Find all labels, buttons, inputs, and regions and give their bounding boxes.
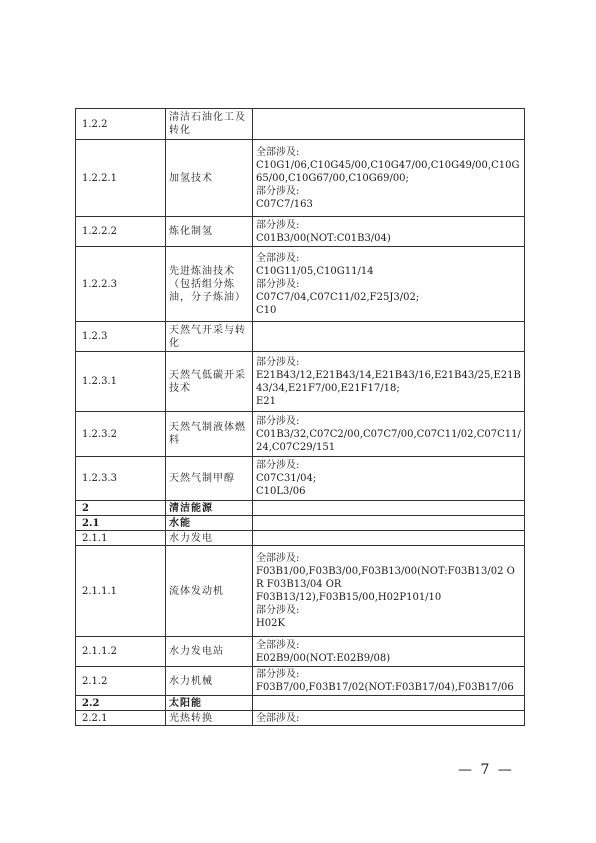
ipc-line: C07C7/04,C07C11/02,F25J3/02; <box>256 291 420 303</box>
ipc-line: 全部涉及: <box>256 712 300 724</box>
page-number: — 7 — <box>458 762 514 778</box>
ipc-line: E21B43/12,E21B43/14,E21B43/16,E21B43/25,E21B43/34,E21F7/00,E21F17/18; <box>256 369 521 394</box>
row-name: 天然气开采与转化 <box>166 322 253 352</box>
ipc-line: E02B9/00(NOT:E02B9/08) <box>256 652 391 664</box>
table-row <box>76 667 525 696</box>
row-name: 流体发动机 <box>166 546 253 637</box>
row-name: 太阳能 <box>166 696 253 711</box>
ipc-line: C01B3/32,C07C2/00,C07C7/00,C07C11/02,C07C11/24,C07C29/151 <box>256 428 521 453</box>
table-row <box>76 247 525 322</box>
row-name: 天然气制液体燃料 <box>166 412 253 457</box>
row-name: 水力机械 <box>166 667 253 696</box>
table-row <box>76 711 525 726</box>
ipc-line: 部分涉及: <box>256 605 300 616</box>
row-code: 1.2.3.1 <box>76 352 166 412</box>
ipc-line: F03B7/00,F03B17/02(NOT:F03B17/04),F03B17/06 <box>256 682 514 693</box>
row-ipc-codes <box>253 412 525 457</box>
row-name: 光热转换 <box>166 711 253 726</box>
row-name: 先进炼油技术（包括组分炼油，分子炼油） <box>166 247 253 322</box>
ipc-line: C01B3/00(NOT:C01B3/04) <box>256 232 391 244</box>
row-ipc-codes <box>253 352 525 412</box>
ipc-line: C10L3/06 <box>256 486 306 497</box>
row-ipc-codes <box>253 217 525 247</box>
row-ipc-codes <box>253 109 525 140</box>
ipc-line: 全部涉及: <box>256 252 300 264</box>
row-code: 2.2 <box>76 696 166 711</box>
row-name: 水力发电站 <box>166 637 253 667</box>
row-name: 天然气制甲醇 <box>166 457 253 501</box>
table-row <box>76 457 525 501</box>
ipc-line: 部分涉及: <box>256 185 300 197</box>
row-code: 1.2.3.2 <box>76 412 166 457</box>
ipc-line: 全部涉及: <box>256 146 300 158</box>
ipc-line: C10G1/06,C10G45/00,C10G47/00,C10G49/00,C10G65/00,C10G67/00,C10G69/00; <box>256 159 520 184</box>
row-code: 2.2.1 <box>76 711 166 726</box>
table-row <box>76 516 525 531</box>
ipc-line: 部分涉及: <box>256 669 300 680</box>
ipc-line: F03B1/00,F03B3/00,F03B13/00(NOT:F03B13/02 OR F03B13/04 OR <box>256 566 515 590</box>
ipc-line: 全部涉及: <box>256 639 300 651</box>
row-code: 2.1.1.2 <box>76 637 166 667</box>
row-code: 1.2.2.3 <box>76 247 166 322</box>
ipc-line: C07C7/163 <box>256 198 313 210</box>
row-ipc-codes <box>253 711 525 726</box>
row-name: 水力发电 <box>166 531 253 546</box>
row-ipc-codes <box>253 516 525 531</box>
row-ipc-codes <box>253 696 525 711</box>
ipc-line: F03B13/12),F03B15/00,H02P101/10 <box>256 592 442 603</box>
ipc-line: E21 <box>256 395 277 407</box>
table-row <box>76 637 525 667</box>
table-row <box>76 412 525 457</box>
row-code: 1.2.3 <box>76 322 166 352</box>
row-ipc-codes <box>253 531 525 546</box>
table-row <box>76 109 525 140</box>
table-row <box>76 546 525 637</box>
ipc-line: C07C31/04; <box>256 473 317 484</box>
table-row <box>76 217 525 247</box>
row-ipc-codes <box>253 501 525 516</box>
row-code: 1.2.2 <box>76 109 166 140</box>
row-code: 2.1.1.1 <box>76 546 166 637</box>
table-row <box>76 531 525 546</box>
table-row <box>76 352 525 412</box>
table-row <box>76 140 525 217</box>
row-name: 清洁石油化工及转化 <box>166 109 253 140</box>
row-name: 天然气低碳开采技术 <box>166 352 253 412</box>
row-name: 炼化制氢 <box>166 217 253 247</box>
row-ipc-codes <box>253 667 525 696</box>
table-row <box>76 696 525 711</box>
row-code: 2.1 <box>76 516 166 531</box>
row-code: 2.1.1 <box>76 531 166 546</box>
row-code: 2 <box>76 501 166 516</box>
row-name: 清洁能源 <box>166 501 253 516</box>
row-code: 1.2.2.1 <box>76 140 166 217</box>
ipc-line: C10G11/05,C10G11/14 <box>256 265 374 277</box>
ipc-line: C10 <box>256 304 277 316</box>
row-code: 2.1.2 <box>76 667 166 696</box>
ipc-classification-table <box>75 108 525 726</box>
row-ipc-codes <box>253 457 525 501</box>
ipc-line: 全部涉及: <box>256 553 300 564</box>
row-code: 1.2.3.3 <box>76 457 166 501</box>
ipc-line: 部分涉及: <box>256 460 300 471</box>
ipc-line: 部分涉及: <box>256 278 300 290</box>
row-ipc-codes <box>253 247 525 322</box>
table-row <box>76 501 525 516</box>
row-ipc-codes <box>253 546 525 637</box>
ipc-line: H02K <box>256 618 285 629</box>
ipc-line: 部分涉及: <box>256 356 300 368</box>
row-ipc-codes <box>253 140 525 217</box>
table-row <box>76 322 525 352</box>
row-ipc-codes <box>253 637 525 667</box>
row-ipc-codes <box>253 322 525 352</box>
row-code: 1.2.2.2 <box>76 217 166 247</box>
row-name: 加氢技术 <box>166 140 253 217</box>
ipc-line: 部分涉及: <box>256 219 300 231</box>
table-body <box>76 109 525 726</box>
ipc-line: 部分涉及: <box>256 415 300 427</box>
row-name: 水能 <box>166 516 253 531</box>
